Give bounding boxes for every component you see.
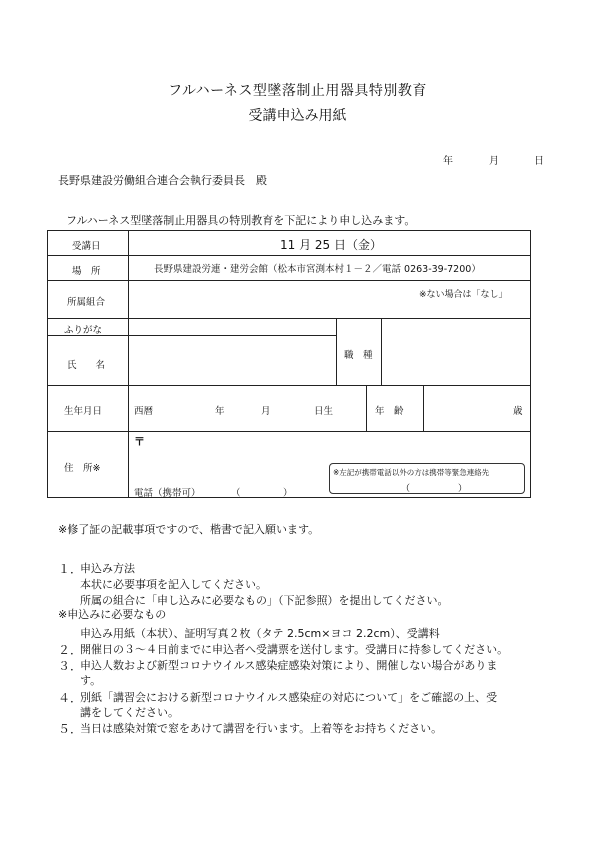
place-field-value: 長野県建設労連・建労会館（松本市宮渕本村１－２／電話 0263-39-7200） [154,264,481,275]
date-month-label: 月 [489,156,499,167]
birth-era-label: 西暦 [134,406,154,417]
item-5-number: ５． [58,722,83,736]
form-col-divider [366,385,367,431]
name-field-label: 氏 名 [67,360,106,371]
emergency-contact-box [329,463,525,494]
item-1-line-1: 本状に必要事項を記入してください。 [80,578,267,591]
union-input[interactable] [130,297,328,317]
document-title: フルハーネス型墜落制止用器具特別教育 [168,83,427,99]
form-row-divider [48,385,530,386]
birth-year-label: 年 [215,406,225,417]
date-day-label: 日 [534,156,544,167]
age-field-label: 年 齢 [375,406,404,417]
furigana-input[interactable] [130,320,334,334]
job-input[interactable] [384,320,528,383]
item-1-title: 申込み方法 [80,562,135,575]
address-field-label: 住 所※ [64,463,101,474]
postal-mark: 〒 [134,435,145,448]
item-3-text-2: す。 [80,674,102,687]
emergency-paren-close: ） [458,484,468,494]
certificate-note: ※修了証の記載事項ですので、楷書で記入願います。 [58,523,320,536]
job-field-label: 職 種 [344,350,373,361]
emergency-note: ※左記が携帯電話以外の方は携帯等緊急連絡先 [333,468,490,477]
phone-paren-open: （ [231,488,241,499]
form-col-divider [128,231,129,497]
intro-text: フルハーネス型墜落制止用器具の特別教育を下記により申し込みます。 [66,214,416,227]
union-field-label: 所属組合 [67,297,106,308]
item-2-number: ２． [58,643,83,657]
requirements-line: 申込み用紙（本状）、証明写真２枚（タテ 2.5cm×ヨコ 2.2cm）、受講料 [80,627,440,640]
form-row-divider [48,431,530,432]
phone-paren-close: ） [283,488,293,499]
birth-month-label: 月 [261,406,271,417]
birthdate-field-label: 生年月日 [64,406,103,417]
union-field-note: ※ない場合は「なし」 [419,290,508,300]
date-field-value: 11 月 25 日（金） [280,238,382,252]
form-col-divider [381,318,382,385]
item-1-line-2: 所属の組合に「申し込みに必要なもの」（下記参照）を提出してください。 [80,594,449,607]
form-col-divider [336,318,337,385]
addressee: 長野県建設労働組合連合会執行委員長 殿 [58,174,267,187]
item-1-number: １． [58,562,83,576]
item-5-text: 当日は感染対策で窓をあけて講習を行います。上着等をお持ちください。 [80,722,443,735]
item-4-text-2: 講をしてください。 [80,706,179,719]
phone-field-label: 電話（携帯可） [134,488,201,499]
item-3-text-1: 申込人数および新型コロナウイルス感染症感染対策により、開催しない場合がありま [80,659,498,672]
form-row-divider [48,280,530,281]
item-4-number: ４． [58,691,83,705]
emergency-paren-open: （ [401,484,411,494]
application-form [47,230,531,498]
birth-day-label: 日生 [314,406,334,417]
date-year-label: 年 [443,156,453,167]
form-row-divider [48,255,530,256]
document-subtitle: 受講申込み用紙 [248,108,347,124]
form-col-divider [423,385,424,431]
date-field-label: 受講日 [72,241,101,252]
item-2-text: 開催日の３～４日前までに申込者へ受講票を送付します。受講日に持参してください。 [80,643,509,656]
place-field-label: 場 所 [72,266,101,277]
furigana-field-label: ふりがな [64,325,103,336]
form-row-divider [48,318,530,319]
item-3-number: ３． [58,659,83,673]
name-input[interactable] [130,337,334,383]
requirements-title: ※申込みに必要なもの [58,608,167,621]
age-unit-label: 歳 [513,406,523,417]
item-4-text-1: 別紙「講習会における新型コロナウイルス感染症の対応について」をご確認の上、受 [80,691,498,704]
